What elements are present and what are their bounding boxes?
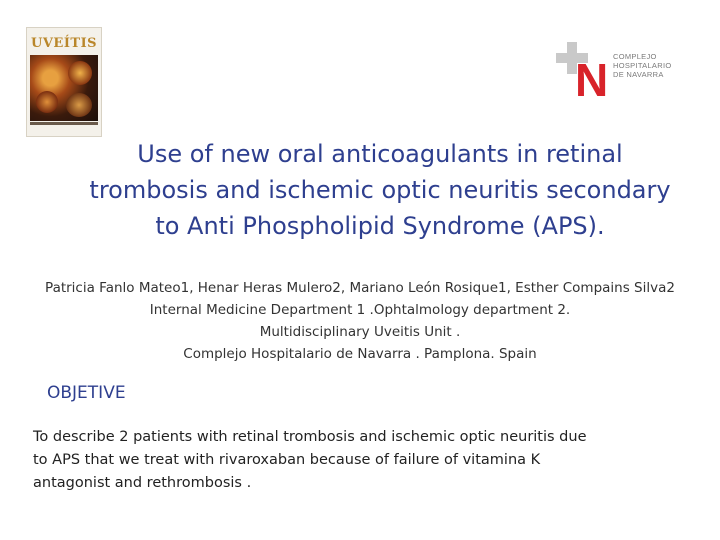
- objective-heading: OBJETIVE: [47, 383, 126, 403]
- poster-banner: [30, 122, 98, 125]
- objective-line-3: antagonist and rethrombosis .: [33, 475, 252, 491]
- logo-line-1: COMPLEJO: [613, 52, 657, 61]
- hospital-logo: [553, 42, 683, 106]
- poster-title: UVEÍTIS: [31, 36, 98, 51]
- author-names: Patricia Fanlo Mateo1, Henar Heras Mulero2, Mariano León Rosique1, Esther Compains Silva2: [45, 280, 675, 296]
- logo-text: [613, 52, 671, 79]
- objective-text: [33, 426, 693, 495]
- page-title: [40, 136, 720, 244]
- logo-line-2: HOSPITALARIO: [613, 61, 672, 70]
- authors-block: [0, 277, 720, 365]
- poster-footer: [30, 127, 98, 134]
- author-departments: Internal Medicine Department 1 .Ophtalmology department 2.: [149, 302, 571, 318]
- title-line-2: trombosis and ischemic optic neuritis secondary: [89, 176, 671, 204]
- author-unit: Multidisciplinary Uveitis Unit .: [259, 324, 461, 340]
- logo-line-3: DE NAVARRA: [613, 70, 664, 79]
- author-hospital: Complejo Hospitalario de Navarra . Pamplona. Spain: [183, 346, 537, 362]
- poster-thumbnail: [26, 27, 102, 137]
- objective-line-1: To describe 2 patients with retinal trombosis and ischemic optic neuritis due: [33, 429, 587, 445]
- poster-fundus-image: [30, 55, 98, 121]
- title-line-1: Use of new oral anticoagulants in retinal: [137, 140, 623, 168]
- title-line-3: to Anti Phospholipid Syndrome (APS).: [155, 212, 605, 240]
- logo-n-mark: N: [575, 54, 609, 106]
- objective-line-2: to APS that we treat with rivaroxaban because of failure of vitamina K: [33, 452, 541, 468]
